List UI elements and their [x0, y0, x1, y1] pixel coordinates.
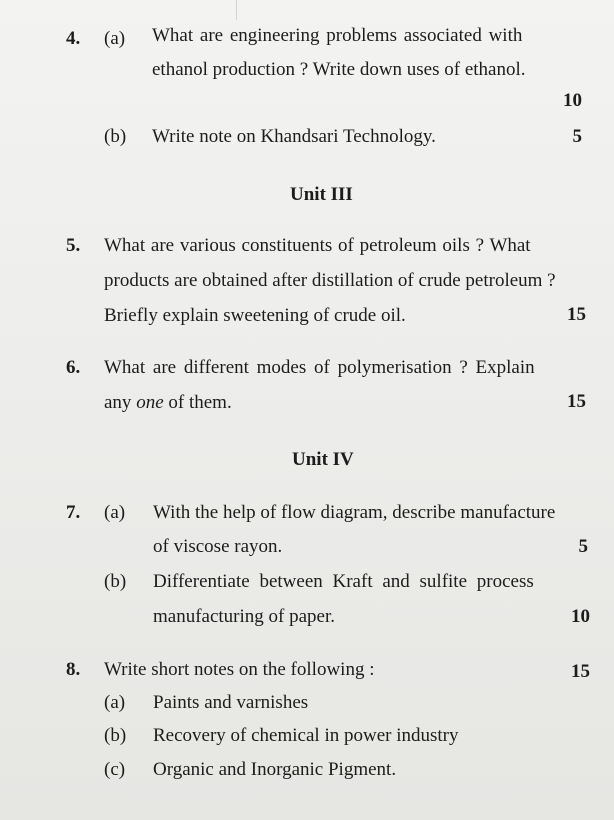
- q8-text: Write short notes on the following :: [104, 659, 375, 680]
- q5-line2: products are obtained after distillation of crude petroleum ?: [104, 270, 556, 291]
- q7b-marks: 10: [571, 606, 590, 627]
- q8-item-label: (b): [104, 725, 127, 746]
- q7b-label: (b): [104, 571, 127, 592]
- q7a-line1: With the help of flow diagram, describe manufacture: [153, 502, 556, 523]
- q4b-label: (b): [104, 126, 127, 147]
- q6-number: 6.: [66, 357, 81, 378]
- q8-item-label: (a): [104, 692, 126, 713]
- q6-line2-post: of them.: [163, 392, 232, 413]
- q6-line2-emphasis: one: [136, 392, 164, 413]
- unit-4-heading: Unit IV: [292, 449, 354, 470]
- q5-line3: Briefly explain sweetening of crude oil.: [104, 305, 406, 326]
- q4a-marks: 10: [563, 90, 582, 111]
- unit-3-heading: Unit III: [290, 184, 353, 205]
- q7a-label: (a): [104, 502, 126, 523]
- q4-number: 4.: [66, 28, 81, 49]
- q8-item-text: Organic and Inorganic Pigment.: [153, 759, 397, 780]
- q5-line1: What are various constituents of petroleum oils ? What: [104, 235, 531, 256]
- q7a-marks: 5: [578, 536, 588, 557]
- q7b-line2: manufacturing of paper.: [153, 606, 336, 627]
- q4a-line2: ethanol production ? Write down uses of ethanol.: [152, 59, 526, 80]
- q6-line2: [104, 391, 232, 415]
- q4b-text: Write note on Khandsari Technology.: [152, 126, 436, 147]
- q5-number: 5.: [66, 235, 81, 256]
- q7b-line1: Differentiate between Kraft and sulfite process: [153, 571, 534, 592]
- q8-item-text: Paints and varnishes: [153, 692, 309, 713]
- q4a-label: (a): [104, 28, 126, 49]
- q4a-line1: What are engineering problems associated with: [152, 25, 523, 46]
- q6-marks: 15: [567, 391, 586, 412]
- q8-item-label: (c): [104, 759, 126, 780]
- q4b-marks: 5: [572, 126, 582, 147]
- paper-crease: [236, 0, 237, 20]
- q6-line1: What are different modes of polymerisation ? Explain: [104, 357, 535, 378]
- q5-marks: 15: [567, 304, 586, 325]
- q8-marks: 15: [571, 661, 590, 682]
- q7-number: 7.: [66, 502, 81, 523]
- q6-line2-pre: any: [104, 392, 137, 413]
- q7a-line2: of viscose rayon.: [153, 536, 283, 557]
- q8-item-text: Recovery of chemical in power industry: [153, 725, 459, 746]
- q8-number: 8.: [66, 659, 81, 680]
